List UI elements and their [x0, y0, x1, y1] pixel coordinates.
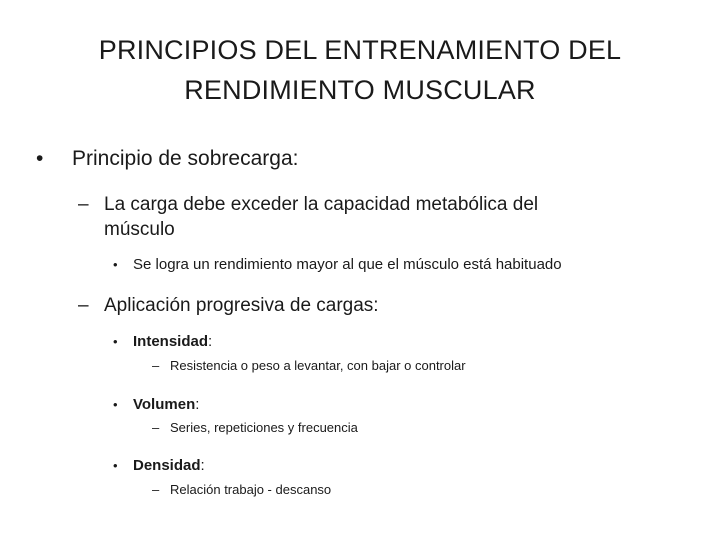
dash-marker: –: [78, 194, 89, 215]
bullet-marker: •: [113, 458, 118, 473]
load-detail-text: Se logra un rendimiento mayor al que el músculo está habituado: [133, 256, 562, 273]
slide-title: [40, 30, 680, 110]
bullet-marker: •: [113, 257, 118, 272]
density-text: [133, 456, 205, 476]
dash-marker: –: [152, 358, 160, 373]
slide-title-line-2: RENDIMIENTO MUSCULAR: [184, 75, 536, 105]
bullet-marker: •: [36, 147, 44, 170]
volume-label: Volumen: [133, 396, 196, 413]
intensity-text: [133, 332, 212, 352]
intensity-detail-text: Resistencia o peso a levantar, con bajar o controlar: [170, 358, 466, 373]
principle-text: Principio de sobrecarga:: [72, 147, 299, 170]
volume-text: [133, 395, 199, 415]
slide-title-line-1: PRINCIPIOS DEL ENTRENAMIENTO DEL: [98, 35, 622, 65]
density-detail-text: Relación trabajo - descanso: [170, 482, 332, 497]
volume-colon: :: [195, 396, 200, 413]
density-colon: :: [200, 457, 205, 474]
dash-marker: –: [78, 295, 89, 316]
progressive-text: Aplicación progresiva de cargas:: [104, 295, 379, 316]
dash-marker: –: [152, 482, 160, 497]
intensity-label: Intensidad: [133, 333, 209, 350]
dash-marker: –: [152, 420, 160, 435]
density-label: Densidad: [133, 457, 201, 474]
load-text-line-1: La carga debe exceder la capacidad metabólica del: [104, 194, 539, 215]
load-text: [104, 192, 644, 242]
bullet-marker: •: [113, 397, 118, 412]
volume-detail-text: Series, repeticiones y frecuencia: [170, 420, 358, 435]
load-text-line-2: músculo: [104, 219, 175, 240]
bullet-marker: •: [113, 334, 118, 349]
intensity-colon: :: [208, 333, 213, 350]
